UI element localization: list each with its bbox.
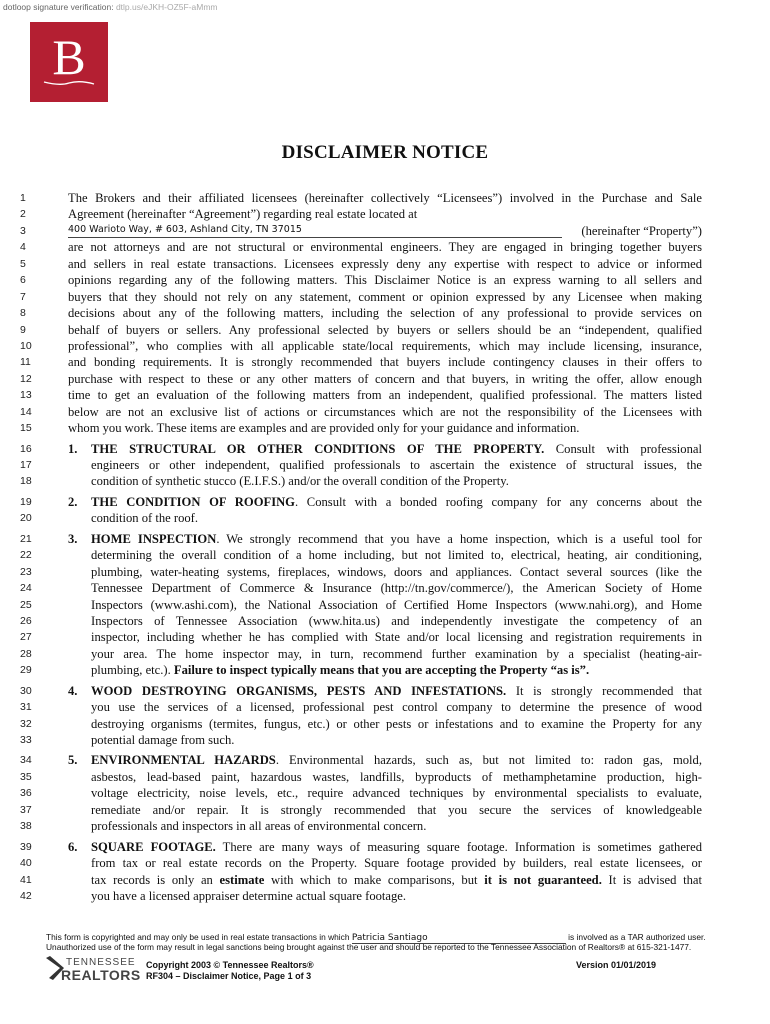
line-number: 38 <box>20 820 32 833</box>
text-line: opinions regarding any of the following matters. This Disclaimer Notice is an express warning to all sellers and <box>68 273 702 288</box>
text-line: (hereinafter “Property”) <box>581 223 702 238</box>
line-number: 12 <box>20 372 32 385</box>
text-line: Agreement (hereinafter “Agreement”) regarding real estate located at <box>68 207 418 222</box>
text-line: voltage electricity, noise levels, etc., require advanced techniques by environmental specialists to evaluate, <box>91 786 702 801</box>
intro-paragraph <box>0 190 770 437</box>
form-version: Version 01/01/2019 <box>575 960 656 970</box>
line-number: 18 <box>20 475 32 488</box>
section-heading: THE STRUCTURAL OR OTHER CONDITIONS OF THE PROPERTY. <box>91 441 545 456</box>
text-line: remediate and/or repair. It is strongly recommended that you secure the services of knowledgeable <box>91 802 702 817</box>
text-line: determining the overall condition of a home including, but not limited to, electrical, heating, air conditioning, <box>91 548 702 563</box>
section-number: 3. <box>68 531 78 546</box>
authorized-user-field[interactable]: Patricia Santiago <box>352 933 566 944</box>
line-number: 32 <box>20 717 32 730</box>
text-fragment: There are many ways of measuring square footage. Information is sometimes gathered <box>215 839 703 854</box>
line-number: 13 <box>20 389 32 402</box>
text-line: Inspectors (www.ashi.com), the National Association of Certified Home Inspectors (www.nahi.org), and Home <box>91 597 702 612</box>
line-number: 11 <box>20 356 31 369</box>
text-fragment: Consult with professional <box>555 441 702 456</box>
line-number: 21 <box>20 532 32 545</box>
line-number: 40 <box>20 857 32 870</box>
line-number: 6 <box>20 274 26 287</box>
verification-link[interactable]: dtlp.us/eJKH-OZ5F-aMmm <box>115 2 218 12</box>
text-line: destroying organisms (termites, fungus, etc.) or other pests or infestations and to examine the Property for any <box>91 716 702 731</box>
text-line: buyers that they should not rely on any statement, comment or opinion expressed by any Licensee when making <box>68 289 702 304</box>
section-number: 1. <box>68 441 78 456</box>
line-number: 9 <box>20 323 26 336</box>
text-line: Inspectors of Tennessee Association (www.hita.us) and independently investigate the competency of an <box>91 613 702 628</box>
text-line: The Brokers and their affiliated licensees (hereinafter collectively “Licensees”) involved in the Purchase and Sale <box>68 191 702 205</box>
text-fragment: . Consult with a bonded roofing company for any concerns about the <box>294 494 703 509</box>
line-number: 28 <box>20 647 32 660</box>
section-number: 5. <box>68 753 78 768</box>
section-home-inspection <box>0 531 770 679</box>
text-line: inspector, including whether he has complied with State and/or local licensing and registration requirements in <box>91 630 702 645</box>
bold-term: estimate <box>219 872 265 887</box>
section-heading: THE CONDITION OF ROOFING <box>91 494 295 509</box>
line-number: 23 <box>20 565 32 578</box>
line-number: 27 <box>20 631 32 644</box>
text-fragment: tax records is only an <box>91 872 213 887</box>
text-fragment: . Environmental hazards, such as, but not limited to: radon gas, mold, <box>275 753 702 768</box>
line-number: 20 <box>20 512 32 525</box>
text-line: condition of the roof. <box>91 511 199 526</box>
page-title: DISCLAIMER NOTICE <box>281 142 489 163</box>
line-number: 3 <box>20 224 26 237</box>
line-number: 42 <box>20 889 32 902</box>
section-roofing <box>0 494 770 527</box>
footer-text: This form is copyrighted and may only be used in real estate transactions in which <box>46 932 350 942</box>
line-number: 31 <box>20 701 32 714</box>
section-number: 2. <box>68 494 78 509</box>
section-wood-destroying <box>0 683 770 749</box>
line-number: 33 <box>20 734 32 746</box>
text-line <box>91 441 702 457</box>
bold-term: it is not guaranteed. <box>484 872 602 887</box>
footer-text: is involved as a TAR authorized user. <box>568 932 706 942</box>
text-fragment: It is strongly recommended that <box>515 683 703 698</box>
text-line: you use the services of a licensed, professional pest control company to determine the presence of wood <box>91 700 702 715</box>
brokerage-logo <box>30 22 108 102</box>
line-number: 1 <box>20 192 26 204</box>
line-number: 8 <box>20 307 26 320</box>
line-number: 39 <box>20 840 32 853</box>
line-number: 19 <box>20 495 32 508</box>
line-number: 2 <box>20 208 26 221</box>
line-number: 4 <box>20 241 26 254</box>
document-body <box>0 190 770 904</box>
text-line: and sellers in real estate transactions. Licensees expressly deny any expertise with respect to advice or informed <box>68 256 702 271</box>
text-line: from tax or real estate records on the Property. Square footage provided by builders, real estate licensees, or <box>91 856 702 871</box>
line-number: 29 <box>20 664 32 677</box>
line-number: 36 <box>20 787 32 800</box>
footer-warning: Unauthorized use of the form may result in legal sanctions being brought against the user and should be reported to the Tennessee Association of Realtors® at 615-321-1477. <box>46 942 692 952</box>
line-number: 16 <box>20 442 32 455</box>
line-number: 41 <box>20 873 32 886</box>
section-structural <box>0 441 770 490</box>
text-line: plumbing, water-heating systems, fireplaces, windows, doors and appliances. Contact several sources (like the <box>91 564 702 579</box>
section-heading: HOME INSPECTION <box>91 531 217 546</box>
line-number: 24 <box>20 582 32 595</box>
text-line: potential damage from such. <box>91 733 235 747</box>
line-number: 30 <box>20 684 32 697</box>
text-line: condition of synthetic stucco (E.I.F.S.) and/or the overall condition of the Property. <box>91 474 509 489</box>
verification-label: dotloop signature verification: <box>3 2 114 12</box>
section-heading: ENVIRONMENTAL HAZARDS <box>91 753 276 768</box>
line-number: 37 <box>20 803 32 816</box>
text-line <box>91 494 702 510</box>
tennessee-realtors-logo <box>45 952 141 984</box>
section-environmental <box>0 752 770 834</box>
line-number: 17 <box>20 459 32 471</box>
line-number: 34 <box>20 754 32 767</box>
copyright-text: Copyright 2003 © Tennessee Realtors® <box>146 960 314 970</box>
text-line <box>91 683 702 699</box>
line-number: 26 <box>20 614 32 627</box>
text-line <box>91 662 702 678</box>
text-line: you have a licensed appraiser determine actual square footage. <box>91 888 407 903</box>
logo-word: REALTORS <box>61 967 141 983</box>
text-line: engineers or other independent, qualified professionals to ascertain the existence of structural issues, the <box>91 458 702 472</box>
text-line: and bonding requirements. It is strongly recommended that buyers include contingency clauses in their offers to <box>68 355 702 370</box>
section-heading: SQUARE FOOTAGE. <box>91 839 216 854</box>
bold-warning: Failure to inspect typically means that you are accepting the Property “as is”. <box>173 663 590 678</box>
text-line: purchase with respect to these or any other matters of concern and that buyers, in writing the offer, allow enough <box>68 371 702 386</box>
text-line <box>91 839 702 855</box>
line-number: 10 <box>20 339 32 352</box>
text-fragment: . We strongly recommend that you have a home inspection, which is a useful tool for <box>216 531 702 546</box>
text-line: whom you work. These items are examples and are provided only for your guidance and information. <box>68 421 580 436</box>
text-line <box>91 752 702 768</box>
section-number: 4. <box>68 683 78 698</box>
text-line <box>91 531 702 547</box>
line-number: 25 <box>20 598 32 611</box>
svg-text:B: B <box>52 29 86 85</box>
logo-word: TENNESSEE <box>66 957 136 968</box>
section-heading: WOOD DESTROYING ORGANISMS, PESTS AND INFESTATIONS. <box>91 683 507 698</box>
text-line: professionals and inspectors in all areas of environmental concern. <box>91 819 427 834</box>
form-identification <box>146 960 314 982</box>
line-number: 15 <box>20 422 32 435</box>
text-line: Tennessee Department of Commerce & Insurance (http://tn.gov/commerce/), the American Society of Home <box>91 581 702 596</box>
text-line: behalf of buyers or sellers. Any professional selected by buyers or sellers should be an “independent, qualified <box>68 322 702 337</box>
dotloop-verification <box>3 2 218 12</box>
text-fragment: plumbing, etc.). <box>91 663 171 678</box>
line-number: 14 <box>20 405 32 418</box>
text-fragment: It is advised that <box>608 872 703 887</box>
text-line: your area. The home inspector may, in turn, recommend further examination by a specialist (heating-air- <box>91 646 702 661</box>
text-line: are not attorneys and are not structural or environmental engineers. They are engaged in bringing together buyers <box>68 240 702 255</box>
line-number: 5 <box>20 257 26 270</box>
text-line: decisions about any of the following matters, including the selection of any professional to provide services on <box>68 306 702 321</box>
property-address-field[interactable]: 400 Warioto Way, # 603, Ashland City, TN 37015 <box>68 223 562 239</box>
text-line <box>91 872 702 888</box>
section-number: 6. <box>68 839 78 854</box>
section-square-footage <box>0 839 770 905</box>
line-number: 35 <box>20 770 32 783</box>
text-line: professional”, who complies with all applicable state/local requirements, which may include licensing, insurance, <box>68 338 702 353</box>
text-line: time to get an evaluation of the following matters from an independent, qualified professional. The matters listed <box>68 388 702 403</box>
line-number: 7 <box>20 290 26 303</box>
text-line: asbestos, lead-based paint, hazardous wastes, landfills, byproducts of methamphetamine production, high- <box>91 769 702 784</box>
line-number: 22 <box>20 549 32 562</box>
text-fragment: with which to make comparisons, but <box>270 872 478 887</box>
form-name: RF304 – Disclaimer Notice, Page 1 of 3 <box>146 971 312 981</box>
text-line: below are not an exclusive list of actions or circumstances which are not the responsibility of the Licensees with <box>68 404 702 419</box>
